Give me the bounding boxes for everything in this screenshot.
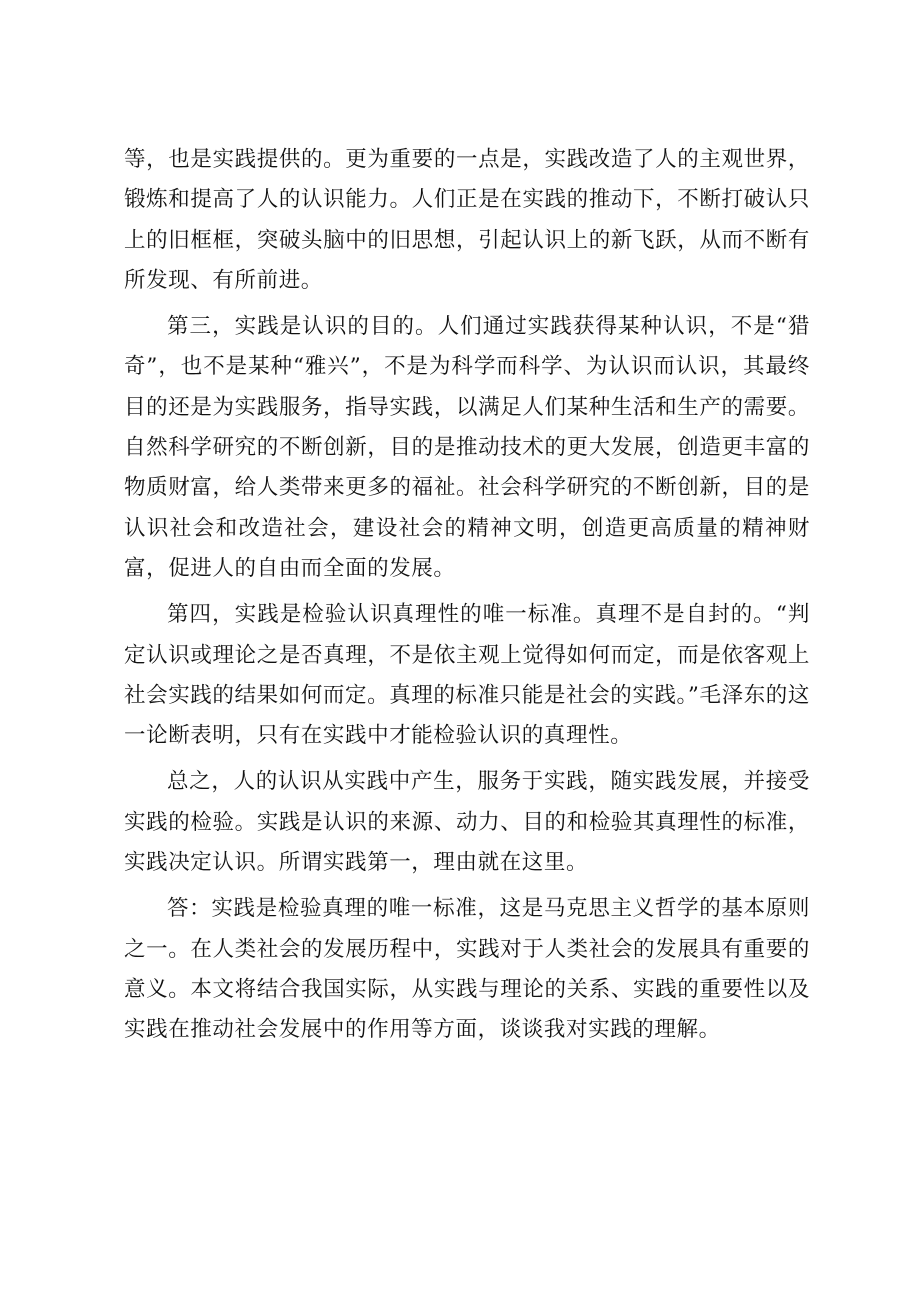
paragraph-summary: 总之，人的认识从实践中产生，服务于实践，随实践发展，并接受实践的检验。实践是认识的来源、动力、目的和检验其真理性的标准，实践决定认识。所谓实践第一，理由就在这里。 xyxy=(124,769,810,876)
paragraph-continuation: 等，也是实践提供的。更为重要的一点是，实践改造了人的主观世界，锻炼和提高了人的认识能力。人们正是在实践的推动下，不断打破认只上的旧框框，突破头脑中的旧思想，引起认识上的新飞跃，从而不断有所发现、有所前进。 xyxy=(124,147,810,293)
paragraph-answer: 答：实践是检验真理的唯一标准，这是马克思主义哲学的基本原则之一。在人类社会的发展历程中，实践对于人类社会的发展具有重要的意义。本文将结合我国实际，从实践与理论的关系、实践的重要性以及实践在推动社会发展中的作用等方面，谈谈我对实践的理解。 xyxy=(124,896,810,1043)
document-body xyxy=(124,140,810,1057)
paragraph-point-three: 第三，实践是认识的目的。人们通过实践获得某种认识，不是“猎奇”，也不是某种“雅兴”，不是为科学而科学、为认识而认识，其最终目的还是为实践服务，指导实践，以满足人们某种生活和生产的需要。自然科学研究的不断创新，目的是推动技术的更大发展，创造更丰富的物质财富，给人类带来更多的福祉。社会科学研究的不断创新，目的是认识社会和改造社会，建设社会的精神文明，创造更高质量的精神财富，促进人的自由而全面的发展。 xyxy=(124,314,810,581)
paragraph-point-four: 第四，实践是检验认识真理性的唯一标准。真理不是自封的。“判定认识或理论之是否真理，不是依主观上觉得如何而定，而是依客观上社会实践的结果如何而定。真理的标准只能是社会的实践。”毛泽东的这一论断表明，只有在实践中才能检验认识的真理性。 xyxy=(124,602,810,749)
